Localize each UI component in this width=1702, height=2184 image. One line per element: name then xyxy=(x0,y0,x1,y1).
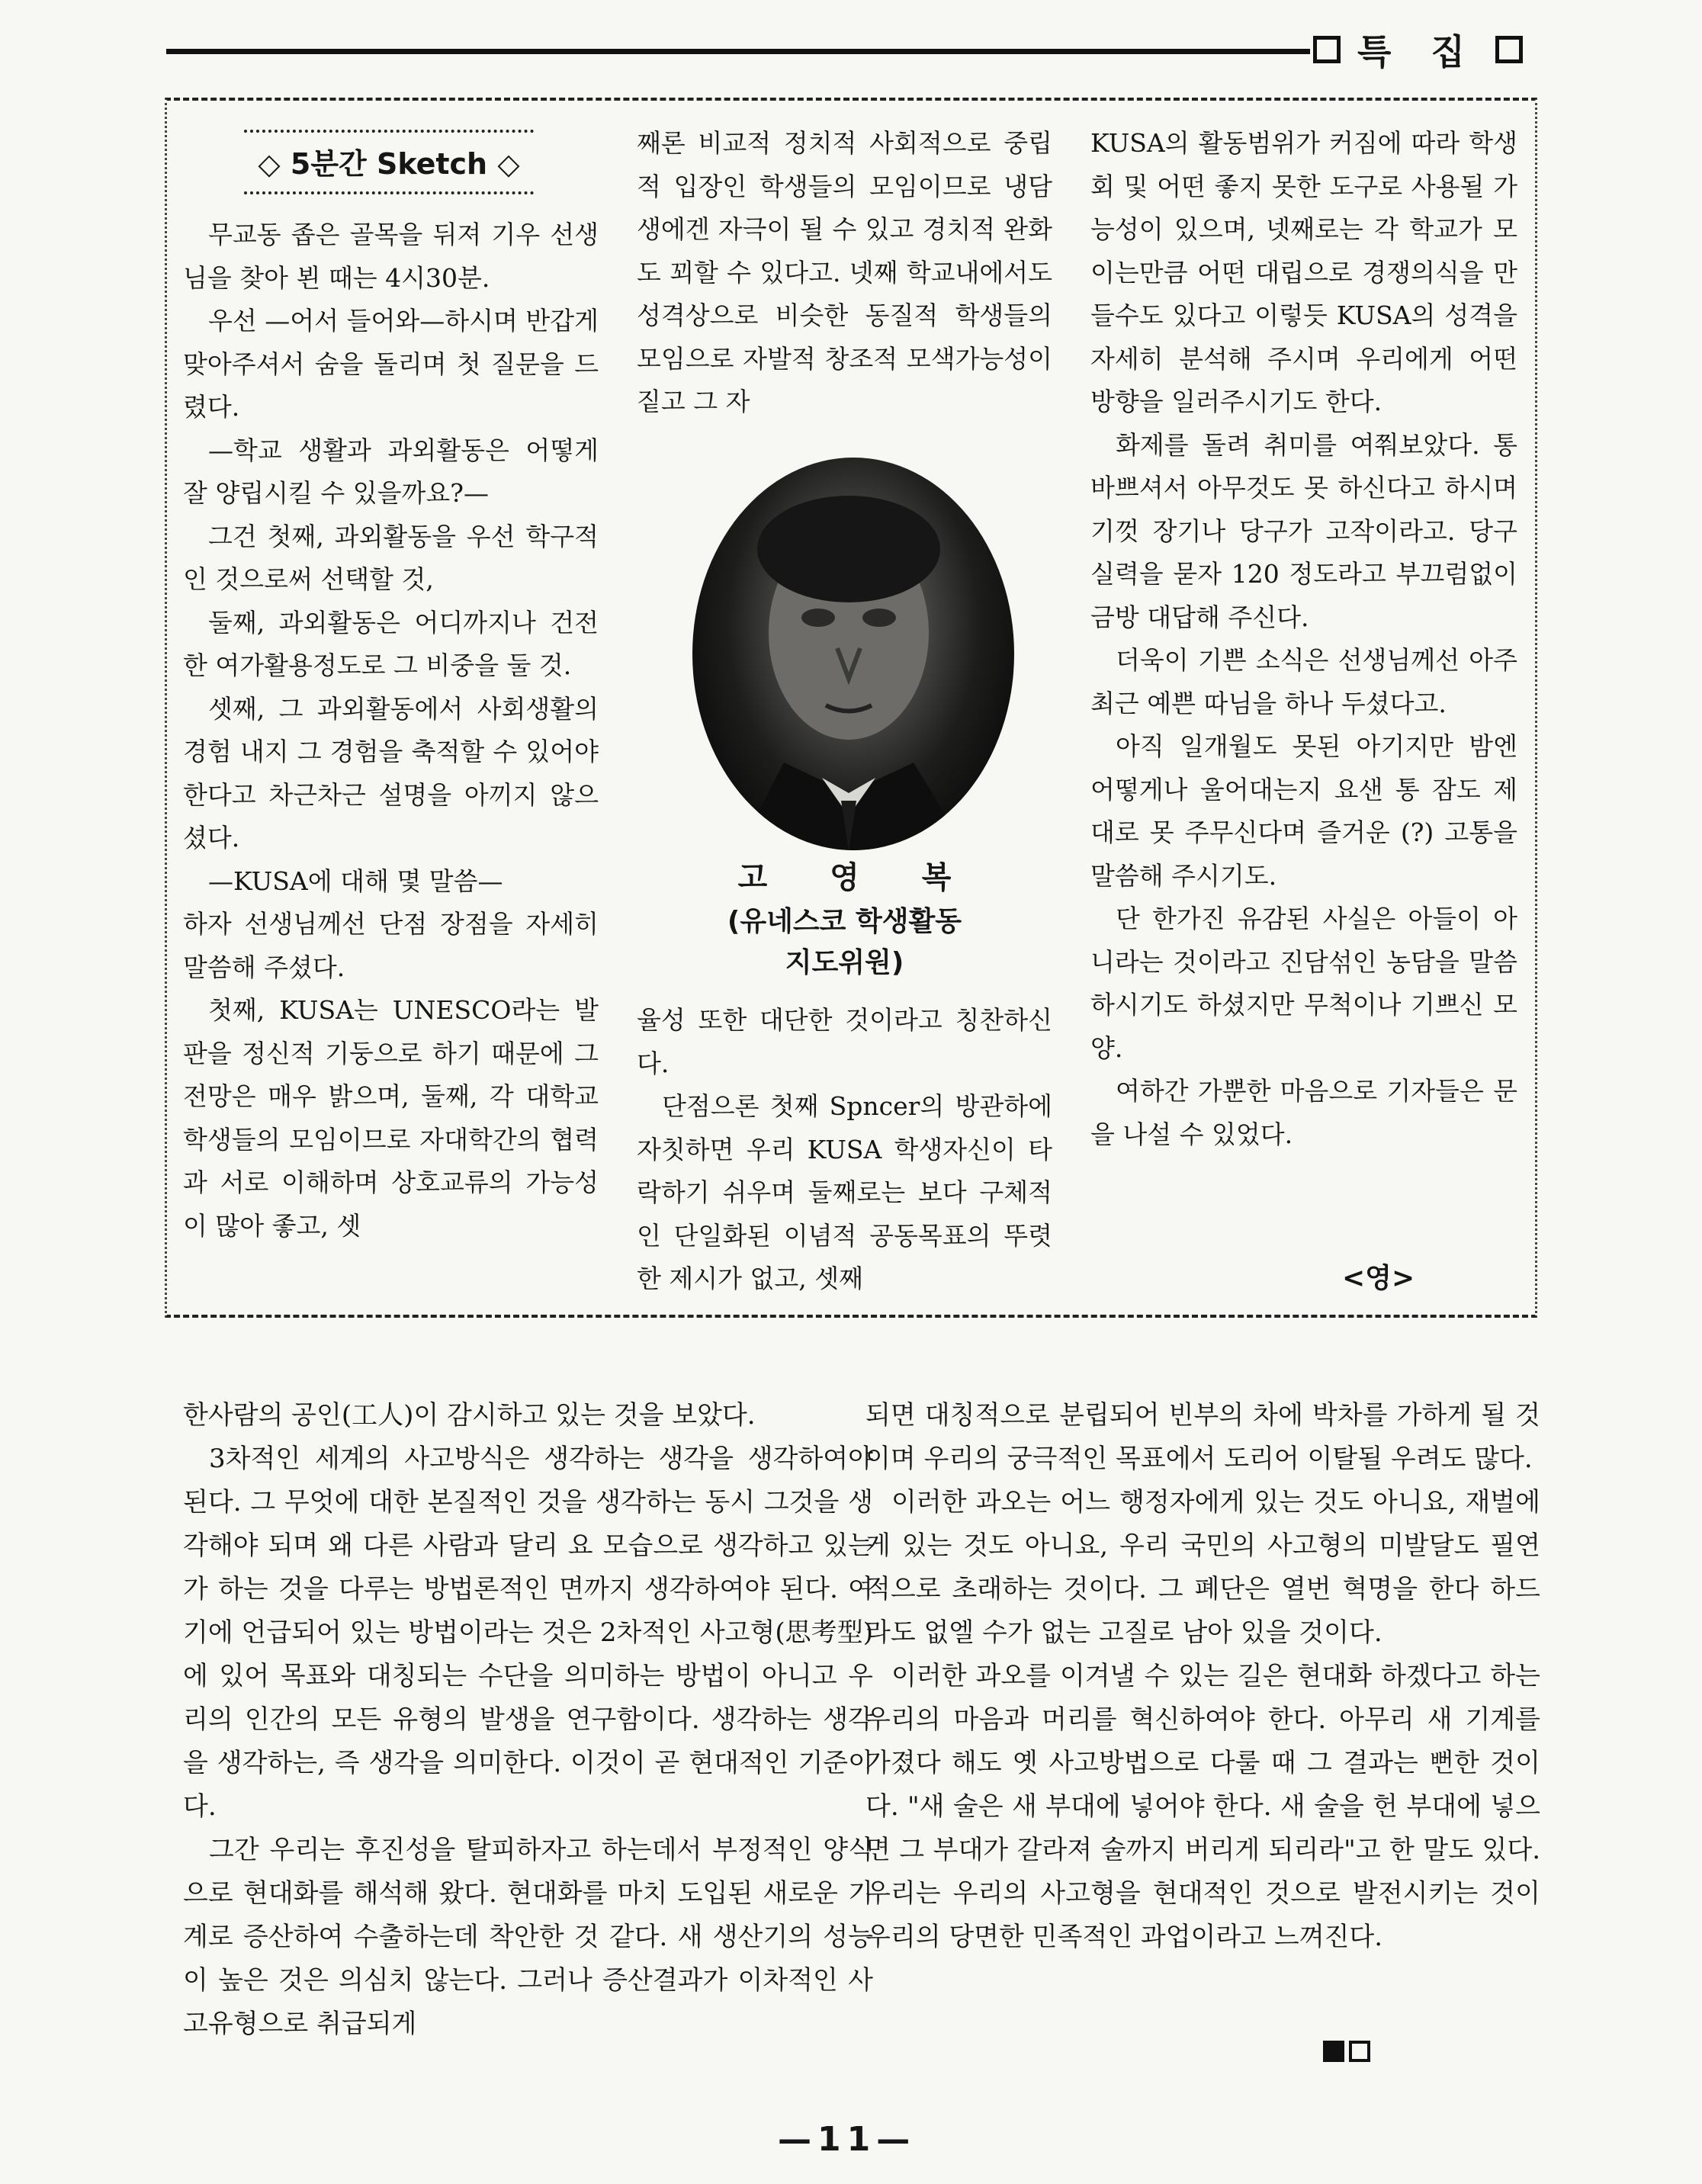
dotted-rule xyxy=(244,191,534,194)
paragraph: 단 한가진 유감된 사실은 아들이 아니라는 것이라고 진담섞인 농담을 말씀하시기도 하셨지만 무척이나 기쁘신 모양. xyxy=(1090,904,1517,1063)
portrait-image xyxy=(692,458,1014,850)
paragraph: 그건 첫째, 과외활동을 우선 학구적인 것으로써 선택할 것, xyxy=(183,521,599,594)
photo-caption xyxy=(637,854,1052,984)
paragraph: 째론 비교적 정치적 사회적으로 중립적 입장인 학생들의 모임이므로 냉담생에겐 자극이 될 수 있고 경치적 완화도 꾀할 수 있다고. 넷째 학교내에서도 성격상으로 비슷한 동질적 학생들의 모임으로 자발적 창조적 모색가능성이 짙고 그 자 xyxy=(637,128,1052,416)
end-mark xyxy=(1323,2041,1370,2062)
paragraph: KUSA의 활동범위가 커짐에 따라 학생회 및 어떤 좋지 못한 도구로 사용될 가능성이 있으며, 넷째로는 각 학교가 모이는만큼 어떤 대립으로 경쟁의식을 만들수도 있다고 이렇듯 KUSA의 성격을 자세히 분석해 주시며 우리에게 어떤 방향을 일러주시기도 한다. xyxy=(1090,128,1517,416)
article-column-1 xyxy=(183,1394,873,2046)
paragraph: 무교동 좁은 골목을 뒤져 기우 선생님을 찾아 뵌 때는 4시30분. xyxy=(183,220,599,293)
sketch-signature: <영> xyxy=(1342,1262,1415,1294)
sketch-column-2 xyxy=(637,122,1052,424)
paragraph: 3차적인 세계의 사고방식은 생각하는 생각을 생각하여야 된다. 그 무엇에 대한 본질적인 것을 생각하는 동시 그것을 생각해야 되며 왜 다른 사람과 달리 요 모습으로 생각하고 있는가 하는 것을 다루는 방법론적인 면까지 생각하여야 된다. 여기에 언급되어 있는 방법이라는 것은 2차적인 사고형(思考型)에 있어 목표와 대칭되는 수단을 의미하는 방법이 아니고 우리의 인간의 모든 유형의 발생을 연구함이다. 생각하는 생각을 생각하는, 즉 생각을 의미한다. 이것이 곧 현대적인 기준이다. xyxy=(183,1444,873,1822)
caption-role-line-1: (유네스코 학생활동 xyxy=(727,906,962,937)
paragraph: 더욱이 기쁜 소식은 선생님께선 아주 최근 예쁜 따님을 하나 두셨다고. xyxy=(1090,645,1517,718)
sketch-column-1 xyxy=(183,214,599,1248)
caption-name: 고 영 복 xyxy=(737,860,978,895)
paragraph: 하자 선생님께선 단점 장점을 자세히 말씀해 주셨다. xyxy=(183,909,599,982)
sketch-column-3 xyxy=(1090,122,1517,1156)
article-column-2 xyxy=(865,1394,1540,1959)
sketch-title-block xyxy=(229,130,549,194)
paragraph: 셋째, 그 과외활동에서 사회생활의 경험 내지 그 경험을 축적할 수 있어야 한다고 차근차근 설명을 아끼지 않으셨다. xyxy=(183,693,599,853)
paragraph: 되면 대칭적으로 분립되어 빈부의 차에 박차를 가하게 될 것이며 우리의 궁극적인 목표에서 도리어 이탈될 우려도 많다. xyxy=(865,1400,1540,1474)
paragraph: —KUSA에 대해 몇 말씀— xyxy=(208,866,503,896)
paragraph: 둘째, 과외활동은 어디까지나 건전한 여가활용정도로 그 비중을 둘 것. xyxy=(183,607,599,680)
portrait-photo xyxy=(692,458,1014,850)
square-icon xyxy=(1495,36,1523,63)
caption-role-line-2: 지도위원) xyxy=(785,947,904,978)
square-icon xyxy=(1313,36,1341,63)
paragraph: 아직 일개월도 못된 아기지만 밤엔 어떻게나 울어대는지 요샌 통 잠도 제대로 못 주무신다며 즐거운 (?) 고통을 말씀해 주시기도. xyxy=(1090,731,1517,891)
paragraph: 단점으론 첫째 Spncer의 방관하에 자칫하면 우리 KUSA 학생자신이 타락하기 쉬우며 둘째로는 보다 구체적인 단일화된 이념적 공동목표의 뚜렷한 제시가 없고, 셋째 xyxy=(637,1091,1052,1293)
paragraph: 우선 —어서 들어와—하시며 반갑게 맞아주셔서 숨을 돌리며 첫 질문을 드렸다. xyxy=(183,306,599,422)
section-label: 특 집 xyxy=(1357,31,1479,72)
paragraph: 이러한 과오를 이겨낼 수 있는 길은 현대화 하겠다고 하는 우리의 마음과 머리를 혁신하여야 한다. 아무리 새 기계를 가졌다 해도 옛 사고방법으로 다룰 때 그 결과는 뻔한 것이다. "새 술은 새 부대에 넣어야 한다. 새 술을 헌 부대에 넣으면 그 부대가 갈라져 술까지 버리게 되리라"고 한 말도 있다. 우리는 우리의 사고형을 현대적인 것으로 발전시키는 것이 우리의 당면한 민족적인 과업이라고 느껴진다. xyxy=(865,1661,1540,1952)
filled-square-icon xyxy=(1323,2041,1344,2062)
paragraph: 첫째, KUSA는 UNESCO라는 발판을 정신적 기둥으로 하기 때문에 그 전망은 매우 밝으며, 둘째, 각 대학교 학생들의 모임이므로 자대학간의 협력과 서로 이해하며 상호교류의 가능성이 많아 좋고, 셋 xyxy=(183,995,599,1241)
paragraph: 그간 우리는 후진성을 탈피하자고 하는데서 부정적인 양식으로 현대화를 해석해 왔다. 현대화를 마치 도입된 새로운 기계로 증산하여 수출하는데 착안한 것 같다. 새 생산기의 성능이 높은 것은 의심치 않는다. 그러나 증산결과가 이차적인 사고유형으로 취급되게 xyxy=(183,1835,873,2039)
paragraph: 한사람의 공인(工人)이 감시하고 있는 것을 보았다. xyxy=(183,1400,756,1431)
header-rule xyxy=(166,49,1310,54)
paragraph: —학교 생활과 과외활동은 어떻게 잘 양립시킬 수 있을까요?— xyxy=(183,435,599,508)
section-tag xyxy=(1313,23,1523,76)
page-number: —11— xyxy=(778,2120,917,2159)
sketch-title: ◇ 5분간 Sketch ◇ xyxy=(258,147,520,181)
paragraph: 여하간 가뿐한 마음으로 기자들은 문을 나설 수 있었다. xyxy=(1090,1076,1517,1149)
square-icon xyxy=(1349,2041,1370,2062)
paragraph: 이러한 과오는 어느 행정자에게 있는 것도 아니요, 재벌에게 있는 것도 아니요, 우리 국민의 사고형의 미발달도 필연적으로 초래하는 것이다. 그 폐단은 열번 혁명을 한다 하드라도 없엘 수가 없는 고질로 남아 있을 것이다. xyxy=(865,1487,1540,1648)
paragraph: 화제를 돌려 취미를 여쭤보았다. 통 바쁘셔서 아무것도 못 하신다고 하시며 기껏 장기나 당구가 고작이라고. 당구실력을 묻자 120 정도라고 부끄럼없이 금방 대답해 주신다. xyxy=(1090,429,1517,632)
paragraph: 율성 또한 대단한 것이라고 칭찬하신다. xyxy=(637,1005,1052,1078)
sketch-column-2-continued xyxy=(637,999,1052,1301)
